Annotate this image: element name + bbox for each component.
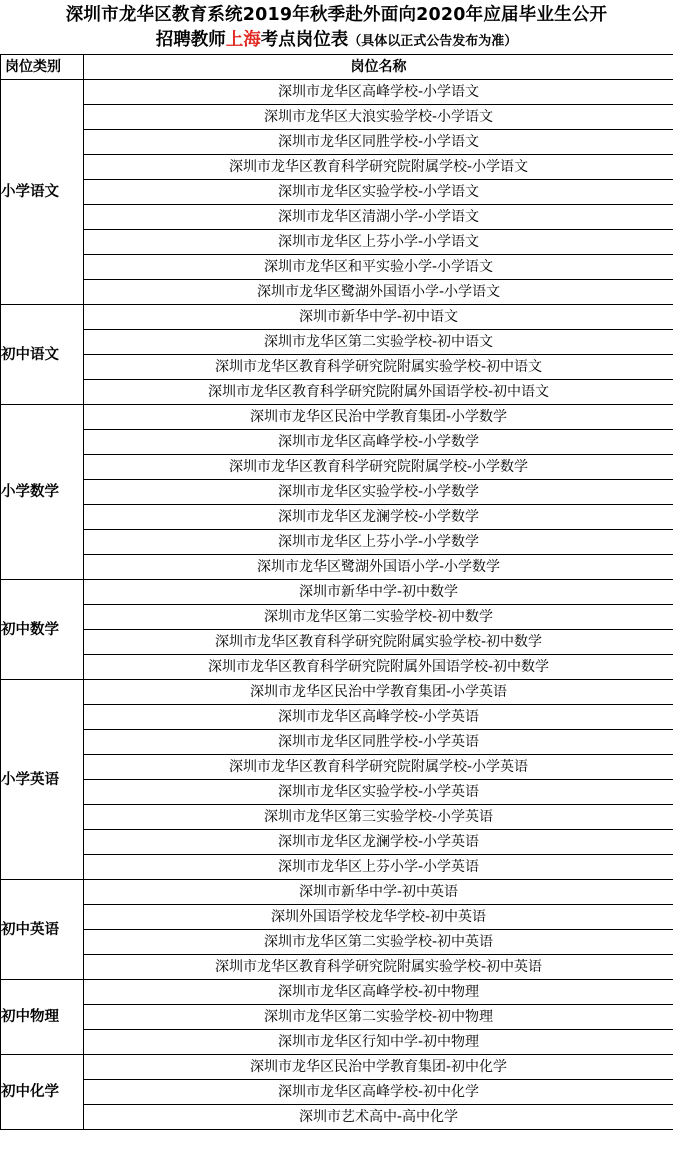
table-row [1, 105, 673, 130]
table-row [1, 205, 673, 230]
header-category: 岗位类别 [1, 55, 84, 80]
position-cell: 深圳市龙华区同胜学校-小学英语 [84, 730, 673, 755]
position-cell: 深圳市龙华区行知中学-初中物理 [84, 1030, 673, 1055]
position-cell: 深圳市龙华区教育科学研究院附属实验学校-初中英语 [84, 955, 673, 980]
position-cell: 深圳市龙华区教育科学研究院附属实验学校-初中语文 [84, 355, 673, 380]
table-row [1, 430, 673, 455]
position-cell: 深圳市龙华区上芬小学-小学英语 [84, 855, 673, 880]
position-cell: 深圳市龙华区第三实验学校-小学英语 [84, 805, 673, 830]
positions-table [0, 54, 673, 1130]
position-cell: 深圳市龙华区高峰学校-初中物理 [84, 980, 673, 1005]
position-cell: 深圳市龙华区同胜学校-小学语文 [84, 130, 673, 155]
table-row [1, 830, 673, 855]
table-row [1, 680, 673, 705]
table-row [1, 1030, 673, 1055]
table-row [1, 905, 673, 930]
table-row [1, 480, 673, 505]
position-cell: 深圳市龙华区实验学校-小学英语 [84, 780, 673, 805]
table-row [1, 380, 673, 405]
table-row [1, 955, 673, 980]
position-cell: 深圳市龙华区大浪实验学校-小学语文 [84, 105, 673, 130]
position-cell: 深圳市龙华区民治中学教育集团-小学数学 [84, 405, 673, 430]
category-cell: 初中英语 [1, 880, 84, 980]
table-row [1, 855, 673, 880]
position-cell: 深圳市新华中学-初中英语 [84, 880, 673, 905]
category-cell: 初中数学 [1, 580, 84, 680]
table-row [1, 980, 673, 1005]
table-row [1, 155, 673, 180]
title-line-2 [0, 28, 673, 54]
position-cell: 深圳市龙华区民治中学教育集团-小学英语 [84, 680, 673, 705]
header-position: 岗位名称 [84, 55, 673, 80]
category-cell: 初中语文 [1, 305, 84, 405]
table-row [1, 80, 673, 105]
title-note: （具体以正式公告发布为准） [348, 34, 518, 49]
table-row [1, 180, 673, 205]
table-row [1, 130, 673, 155]
position-cell: 深圳市龙华区鹭湖外国语小学-小学数学 [84, 555, 673, 580]
title-prefix: 招聘教师 [155, 30, 226, 50]
position-cell: 深圳市龙华区教育科学研究院附属学校-小学数学 [84, 455, 673, 480]
position-cell: 深圳市龙华区第二实验学校-初中英语 [84, 930, 673, 955]
table-body [1, 80, 673, 1130]
position-cell: 深圳市新华中学-初中数学 [84, 580, 673, 605]
position-cell: 深圳市龙华区教育科学研究院附属学校-小学英语 [84, 755, 673, 780]
table-row [1, 1055, 673, 1080]
table-row [1, 755, 673, 780]
table-row [1, 305, 673, 330]
position-cell: 深圳市龙华区上芬小学-小学语文 [84, 230, 673, 255]
position-cell: 深圳市龙华区龙澜学校-小学数学 [84, 505, 673, 530]
title-highlight-city: 上海 [225, 30, 261, 50]
position-cell: 深圳市龙华区和平实验小学-小学语文 [84, 255, 673, 280]
table-row [1, 405, 673, 430]
position-cell: 深圳市龙华区民治中学教育集团-初中化学 [84, 1055, 673, 1080]
table-row [1, 280, 673, 305]
position-cell: 深圳市龙华区高峰学校-小学英语 [84, 705, 673, 730]
category-cell: 小学数学 [1, 405, 84, 580]
table-row [1, 1105, 673, 1130]
table-row [1, 255, 673, 280]
table-row [1, 705, 673, 730]
table-row [1, 805, 673, 830]
table-row [1, 230, 673, 255]
position-cell: 深圳市龙华区第二实验学校-初中物理 [84, 1005, 673, 1030]
position-cell: 深圳市新华中学-初中语文 [84, 305, 673, 330]
category-cell: 小学语文 [1, 80, 84, 305]
table-row [1, 630, 673, 655]
position-cell: 深圳市龙华区教育科学研究院附属外国语学校-初中数学 [84, 655, 673, 680]
position-cell: 深圳市龙华区清湖小学-小学语文 [84, 205, 673, 230]
table-row [1, 1080, 673, 1105]
table-row [1, 730, 673, 755]
position-cell: 深圳市龙华区第二实验学校-初中语文 [84, 330, 673, 355]
table-row [1, 1005, 673, 1030]
page-title [0, 0, 673, 54]
table-row [1, 930, 673, 955]
position-cell: 深圳市龙华区教育科学研究院附属实验学校-初中数学 [84, 630, 673, 655]
table-row [1, 880, 673, 905]
table-row [1, 330, 673, 355]
position-cell: 深圳市龙华区龙澜学校-小学英语 [84, 830, 673, 855]
position-cell: 深圳市龙华区教育科学研究院附属学校-小学语文 [84, 155, 673, 180]
category-cell: 初中化学 [1, 1055, 84, 1130]
category-cell: 小学英语 [1, 680, 84, 880]
position-cell: 深圳市龙华区高峰学校-小学数学 [84, 430, 673, 455]
position-cell: 深圳市艺术高中-高中化学 [84, 1105, 673, 1130]
table-row [1, 780, 673, 805]
table-row [1, 555, 673, 580]
position-cell: 深圳市龙华区高峰学校-小学语文 [84, 80, 673, 105]
title-line-1: 深圳市龙华区教育系统2019年秋季赴外面向2020年应届毕业生公开 [65, 5, 608, 25]
position-cell: 深圳市龙华区鹭湖外国语小学-小学语文 [84, 280, 673, 305]
category-cell: 初中物理 [1, 980, 84, 1055]
position-cell: 深圳市龙华区实验学校-小学语文 [84, 180, 673, 205]
table-row [1, 655, 673, 680]
table-row [1, 355, 673, 380]
table-header-row [1, 55, 673, 80]
table-row [1, 455, 673, 480]
table-row [1, 605, 673, 630]
position-cell: 深圳市龙华区实验学校-小学数学 [84, 480, 673, 505]
position-cell: 深圳市龙华区上芬小学-小学数学 [84, 530, 673, 555]
position-cell: 深圳市龙华区第二实验学校-初中数学 [84, 605, 673, 630]
table-row [1, 530, 673, 555]
title-suffix: 考点岗位表 [260, 30, 349, 50]
position-cell: 深圳市龙华区高峰学校-初中化学 [84, 1080, 673, 1105]
table-row [1, 580, 673, 605]
position-cell: 深圳外国语学校龙华学校-初中英语 [84, 905, 673, 930]
position-cell: 深圳市龙华区教育科学研究院附属外国语学校-初中语文 [84, 380, 673, 405]
table-row [1, 505, 673, 530]
